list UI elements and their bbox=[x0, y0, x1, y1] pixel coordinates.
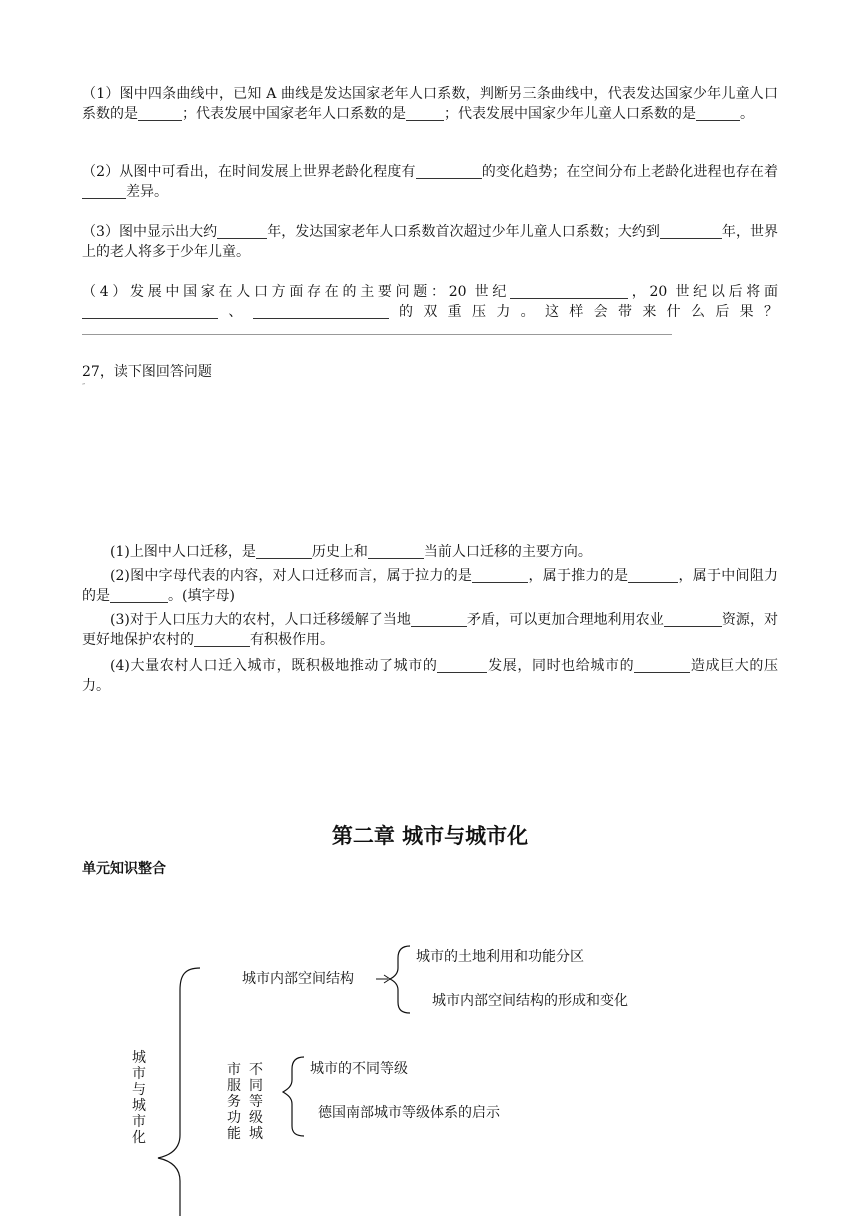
q26-part1-text-b: ；代表发展中国家老年人口系数的是 bbox=[182, 106, 406, 122]
q27-heading: 27，读下图回答问题 bbox=[82, 364, 212, 380]
q26-part3-text-c: 年，世界上的老人将多于少年儿童。 bbox=[82, 224, 779, 260]
q27-part3-text-a: (3)对于人口压力大的农村，人口迁移缓解了当地 bbox=[110, 612, 411, 628]
image-placeholder-mark: ” bbox=[82, 383, 86, 390]
chapter-title: 第二章 城市与城市化 bbox=[331, 824, 529, 848]
q27-part3-text-d: 有积极作用。 bbox=[250, 632, 334, 648]
q26-part3-text-a: （3）图中显示出大约 bbox=[82, 224, 218, 240]
q27-part2-text-d: 。(填字母) bbox=[168, 588, 235, 604]
branch1-brace bbox=[390, 946, 410, 1013]
root-brace bbox=[158, 968, 200, 1216]
q26-part2-text-a: （2）从图中可看出，在时间发展上世界老龄化程度有 bbox=[82, 164, 416, 180]
q27-part3-text-c: 资源，对更好地保护农村的 bbox=[82, 612, 778, 648]
q27-part4-text-c: 造成巨大的压力。 bbox=[82, 658, 779, 694]
branch1-item-1: 城市的土地利用和功能分区 bbox=[416, 949, 584, 965]
q26-part4-text-b: ，20 世纪以后将面 bbox=[628, 284, 778, 300]
tree-root-label: 城市与城市化 bbox=[132, 1050, 146, 1146]
q27-part4-text-b: 发展，同时也给城市的 bbox=[487, 658, 635, 674]
q27-part3-text-b: 矛盾，可以更加合理地利用农业 bbox=[466, 612, 664, 628]
q26-part1-text-d: 。 bbox=[740, 106, 754, 122]
branch1-item-2: 城市内部空间结构的形成和变化 bbox=[432, 993, 628, 1009]
q26-part4-text-c: 、 bbox=[218, 304, 253, 320]
q27-part1-text-a: (1)上图中人口迁移，是 bbox=[110, 544, 256, 560]
branch2-label-col1: 市服务功能 bbox=[227, 1062, 241, 1142]
branch1-label: 城市内部空间结构 bbox=[242, 971, 354, 987]
q26-part2-text-b: 的变化趋势；在空间分布上老龄化进程也存在着 bbox=[481, 164, 779, 180]
q27-part2-text-a: (2)图中字母代表的内容，对人口迁移而言，属于拉力的是 bbox=[110, 568, 473, 584]
section-subtitle: 单元知识整合 bbox=[82, 861, 166, 877]
branch2-brace bbox=[283, 1057, 304, 1136]
q27-part2-text-b: ，属于推力的是 bbox=[528, 568, 629, 584]
branch2-item-2: 德国南部城市等级体系的启示 bbox=[318, 1105, 500, 1121]
q26-part3-text-b: 年，发达国家老年人口系数首次超过少年儿童人口系数；大约到 bbox=[267, 224, 660, 240]
q26-part2-text-c: 差异。 bbox=[126, 184, 168, 200]
q26-part1-text-a: （1）图中四条曲线中，已知 A 曲线是发达国家老年人口系数，判断另三条曲线中，代表发达国家少年儿童人口系数的是 bbox=[82, 86, 778, 122]
q26-part4-text-a: （4）发展中国家在人口方面存在的主要问题：20 世纪 bbox=[82, 284, 511, 300]
branch2-item-1: 城市的不同等级 bbox=[310, 1061, 408, 1077]
branch2-label-col2: 不同等级城 bbox=[249, 1062, 263, 1142]
q27-part2-text-c: ，属于中间阻力的是 bbox=[82, 568, 778, 604]
q26-part4-text-d: 的双重压力。这样会带来什么后果？ bbox=[388, 304, 779, 320]
q27-part1-text-c: 当前人口迁移的主要方向。 bbox=[423, 544, 592, 560]
q26-part1-text-c: ；代表发展中国家少年儿童人口系数的是 bbox=[444, 106, 696, 122]
q27-part1-text-b: 历史上和 bbox=[311, 544, 368, 560]
q27-part4-text-a: (4)大量农村人口迁入城市，既积极地推动了城市的 bbox=[110, 658, 438, 674]
